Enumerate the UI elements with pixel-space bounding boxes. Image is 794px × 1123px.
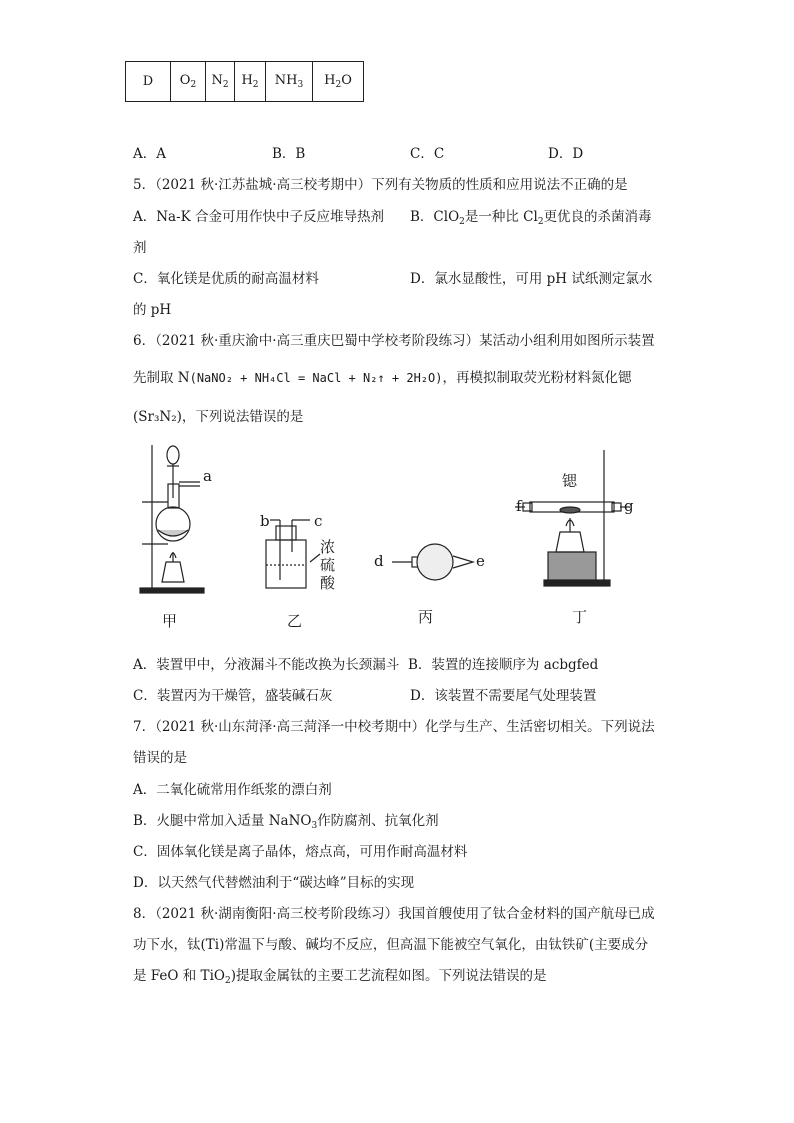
q5-stem: 5．（2021 秋·江苏盐城·高三校考期中）下列有关物质的性质和应用说法不正确的是	[133, 177, 628, 193]
table-cell: $N_2$	[206, 62, 235, 102]
q6-option-d: D．该装置不需要尾气处理装置	[410, 688, 597, 704]
table-row	[126, 62, 364, 102]
acid-label-1: 浓	[320, 538, 336, 556]
label-g: g	[624, 497, 634, 515]
answer-table	[125, 61, 364, 102]
table-cell: $H_2$	[235, 62, 266, 102]
q6-option-a: A．装置甲中，分液漏斗不能改换为长颈漏斗	[133, 657, 400, 673]
q7-stem-line2: 错误的是	[133, 750, 187, 766]
label-d: d	[374, 552, 384, 570]
q5-option-d-cont: 的 pH	[133, 302, 172, 318]
table-cell: $O_2$	[171, 62, 206, 102]
label-f: f	[516, 497, 522, 515]
label-b: b	[260, 512, 270, 530]
caption-bing: 丙	[418, 608, 434, 626]
q8-stem-line3: 是 FeO 和 TiO$_2$)提取金属钛的主要工艺流程如图。下列说法错误的是	[133, 968, 547, 986]
q4-option-b: B．B	[272, 146, 306, 162]
q7-stem-line1: 7．（2021 秋·山东菏泽·高三菏泽一中校考期中）化学与生产、生活密切相关。下列说法	[133, 719, 655, 735]
q4-option-a: A．A	[133, 146, 166, 162]
q4-option-d: D．D	[548, 146, 584, 162]
q8-stem-line2: 功下水，钛(Ti)常温下与酸、碱均不反应，但高温下能被空气氧化，由钛铁矿(主要成分	[133, 937, 649, 953]
q5-option-b-cont: 剂	[133, 240, 147, 256]
strontium-label: 锶	[562, 472, 578, 490]
q5-option-a: A．Na-K 合金可用作快中子反应堆导热剂	[133, 209, 385, 225]
q6-option-c: C．装置丙为干燥管，盛装碱石灰	[133, 688, 333, 704]
label-c: c	[314, 512, 323, 530]
q7-option-a: A．二氧化硫常用作纸浆的漂白剂	[133, 782, 332, 798]
caption-yi: 乙	[287, 612, 303, 630]
q5-option-c: C．氧化镁是优质的耐高温材料	[133, 271, 319, 287]
q6-stem-line3: (Sr₃N₂)，下列说法错误的是	[133, 409, 304, 425]
label-a: a	[203, 467, 212, 485]
caption-jia: 甲	[162, 612, 178, 630]
q6-stem-line1: 6．（2021 秋·重庆渝中·高三重庆巴蜀中学校考阶段练习）某活动小组利用如图所示装置	[133, 333, 655, 349]
table-cell: $H_2O$	[313, 62, 364, 102]
apparatus-figure	[130, 440, 650, 635]
q6-stem-line2: 先制取 N(NaNO₂ + NH₄Cl = NaCl + N₂↑ + 2H₂O)，再模拟制取荧光粉材料氮化锶	[133, 370, 632, 386]
table-cell: $NH_3$	[266, 62, 313, 102]
q4-option-c: C．C	[410, 146, 445, 162]
acid-label-2: 硫	[320, 556, 336, 574]
q7-option-c: C．固体氧化镁是离子晶体，熔点高，可用作耐高温材料	[133, 844, 468, 860]
q8-stem-line1: 8．（2021 秋·湖南衡阳·高三校考阶段练习）我国首艘使用了钛合金材料的国产航母已成	[133, 906, 655, 922]
label-e: e	[476, 552, 485, 570]
caption-ding: 丁	[572, 608, 588, 626]
acid-label-3: 酸	[320, 574, 336, 592]
q7-option-d: D．以天然气代替燃油利于“碳达峰”目标的实现	[133, 875, 415, 891]
q6-option-b: B．装置的连接顺序为 acbgfed	[408, 657, 599, 673]
q7-option-b: B．火腿中常加入适量 NaNO$_3$作防腐剂、抗氧化剂	[133, 813, 439, 831]
q5-option-d: D．氯水显酸性，可用 pH 试纸测定氯水	[410, 271, 653, 287]
table-cell-label: D	[126, 62, 171, 102]
q5-option-b: B．ClO$_2$是一种比 $Cl_2$更优良的杀菌消毒	[410, 209, 652, 227]
